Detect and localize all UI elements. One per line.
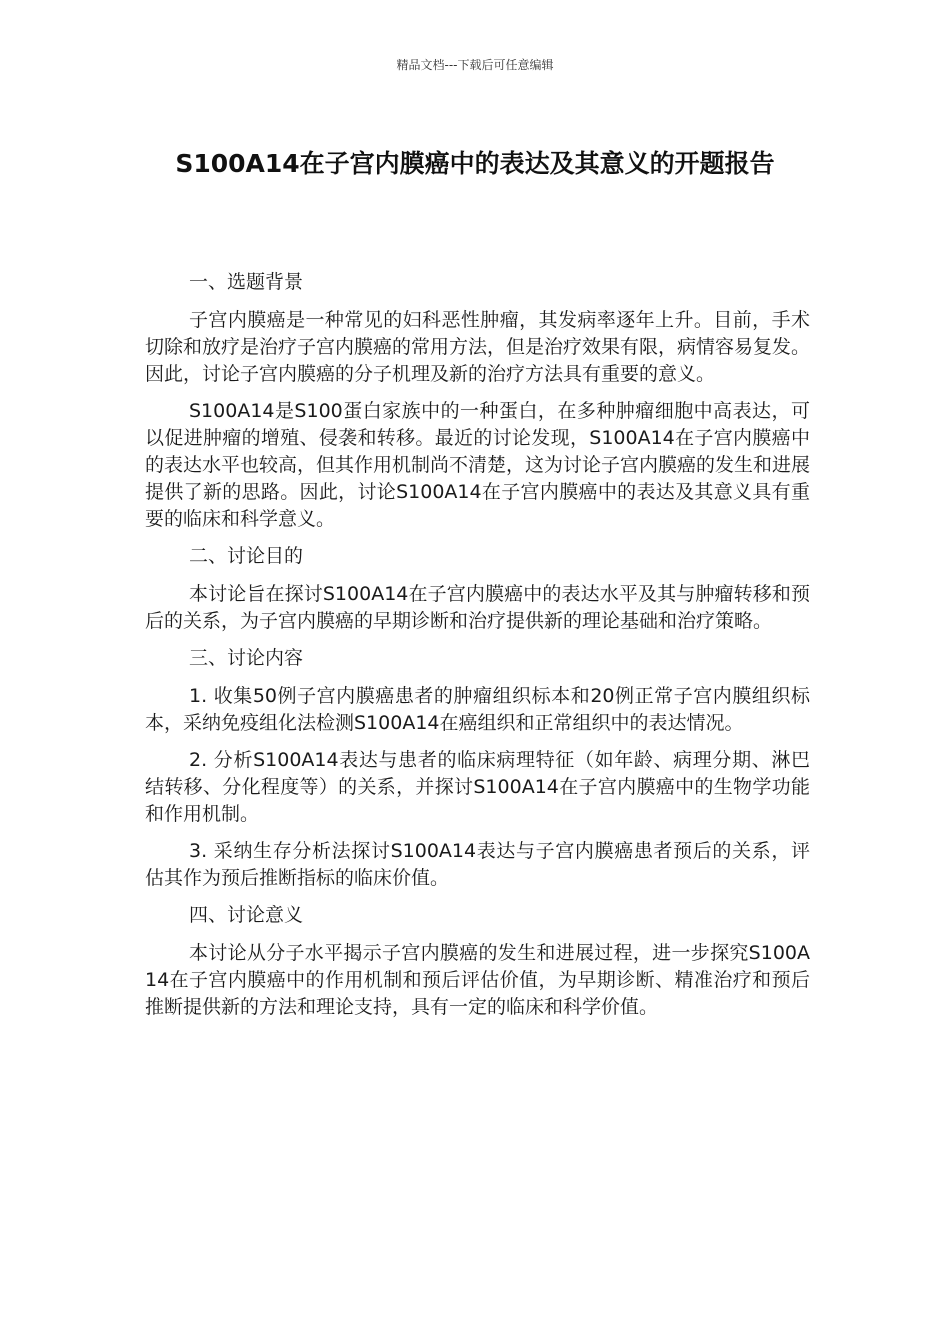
list-item: 2. 分析S100A14表达与患者的临床病理特征（如年龄、病理分期、淋巴结转移、分化程度等）的关系，并探讨S100A14在子宫内膜癌中的生物学功能和作用机制。 xyxy=(145,749,810,825)
section-purpose xyxy=(145,543,810,635)
section-content xyxy=(145,645,810,892)
section-heading-purpose: 二、讨论目的 xyxy=(189,545,304,567)
list-item: 3. 采纳生存分析法探讨S100A14表达与子宫内膜癌患者预后的关系，评估其作为预后推断指标的临床价值。 xyxy=(145,840,810,889)
list-item: 1. 收集50例子宫内膜癌患者的肿瘤组织标本和20例正常子宫内膜组织标本，采纳免疫组化法检测S100A14在癌组织和正常组织中的表达情况。 xyxy=(145,685,810,734)
document-body xyxy=(145,269,810,1031)
section-heading-significance: 四、讨论意义 xyxy=(189,904,304,926)
section-background xyxy=(145,269,810,533)
section-heading-content: 三、讨论内容 xyxy=(189,647,304,669)
paragraph: 本讨论从分子水平揭示子宫内膜癌的发生和进展过程，进一步探究S100A14在子宫内膜癌中的作用机制和预后评估价值，为早期诊断、精准治疗和预后推断提供新的方法和理论支持，具有一定的临床和科学价值。 xyxy=(145,942,810,1018)
paragraph: 本讨论旨在探讨S100A14在子宫内膜癌中的表达水平及其与肿瘤转移和预后的关系，为子宫内膜癌的早期诊断和治疗提供新的理论基础和治疗策略。 xyxy=(145,583,810,632)
section-heading-background: 一、选题背景 xyxy=(189,271,304,293)
paragraph: 子宫内膜癌是一种常见的妇科恶性肿瘤，其发病率逐年上升。目前，手术切除和放疗是治疗子宫内膜癌的常用方法，但是治疗效果有限，病情容易复发。因此，讨论子宫内膜癌的分子机理及新的治疗方法具有重要的意义。 xyxy=(145,309,811,385)
paragraph: S100A14是S100蛋白家族中的一种蛋白，在多种肿瘤细胞中高表达，可以促进肿瘤的增殖、侵袭和转移。最近的讨论发现，S100A14在子宫内膜癌中的表达水平也较高，但其作用机制尚不清楚，这为讨论子宫内膜癌的发生和进展提供了新的思路。因此，讨论S100A14在子宫内膜癌中的表达及其意义具有重要的临床和科学意义。 xyxy=(145,400,811,530)
section-significance xyxy=(145,902,810,1021)
page-header-note: 精品文档---下载后可任意编辑 xyxy=(396,58,554,72)
document-title: S100A14在子宫内膜癌中的表达及其意义的开题报告 xyxy=(175,149,775,178)
